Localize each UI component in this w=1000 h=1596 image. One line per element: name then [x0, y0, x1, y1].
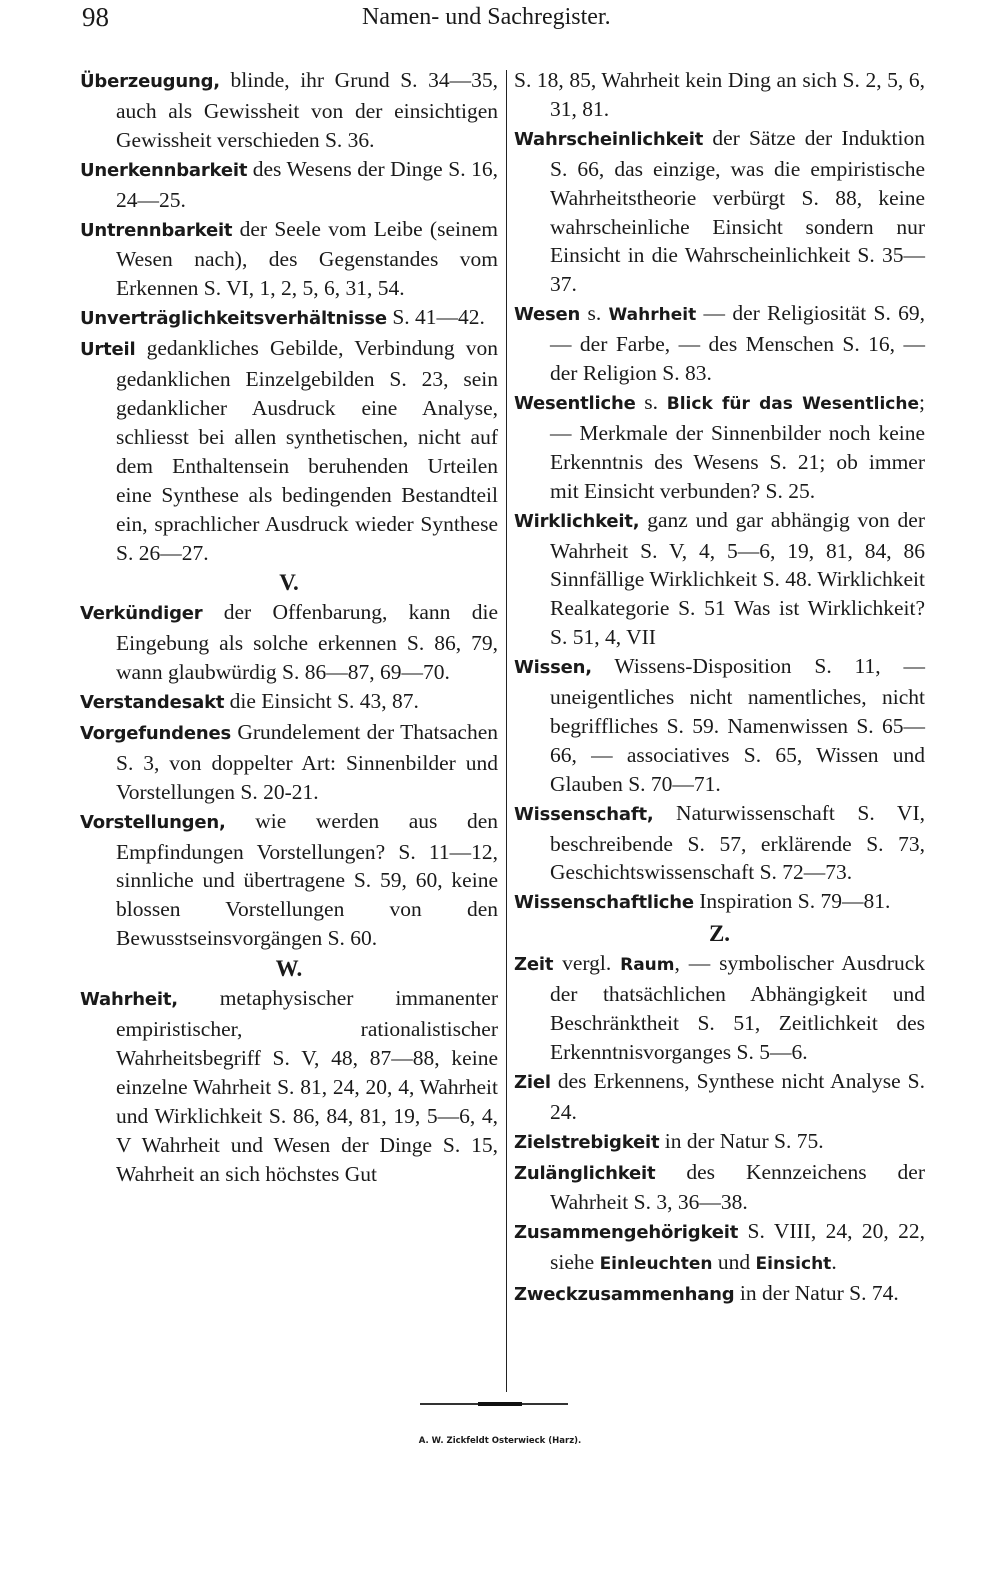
index-entry	[80, 303, 498, 334]
index-entry-text: des Wesens der Dinge S. 16, 24—25.	[116, 156, 498, 212]
index-headword: Wissen,	[514, 657, 592, 679]
index-entry-text: Grundelement der Thatsachen S. 3, von doppelter Art: Sinnenbilder und Vorstellungen S. 20-21.	[116, 719, 498, 804]
index-entry	[514, 124, 925, 299]
section-letter: Z.	[708, 921, 731, 947]
index-headword: Überzeugung,	[80, 71, 220, 92]
index-headword: Zulänglichkeit	[514, 1162, 656, 1184]
index-entry-text: und	[712, 1250, 756, 1275]
index-entry-text: wie werden aus den Empfindungen Vorstellungen? S. 11—12, sinnliche und übertragene S. 59, 60, keine blossen Vorstellungen von den Bewusstseinsvorgängen S. 60.	[116, 808, 498, 951]
index-column-right	[514, 66, 925, 1310]
index-headword: Zweckzusammenhang	[514, 1284, 735, 1306]
index-headword: Wissenschaft,	[514, 803, 654, 825]
index-entry-text: des Erkennens, Synthese nicht Analyse S. 24.	[550, 1068, 925, 1124]
cross-reference: Raum	[620, 955, 675, 976]
index-entry-text: s.	[635, 389, 667, 414]
section-letter: V.	[279, 570, 299, 596]
index-entry-text: in der Natur S. 74.	[734, 1281, 899, 1306]
index-headword: Zeit	[514, 954, 554, 976]
index-entry	[514, 1158, 925, 1218]
index-entry-text: ganz und gar abhängig von der Wahrheit S. V, 4, 5—6, 19, 81, 84, 86 Sinnfällige Wirklichkeit S. 48. Wirklichkeit Realkategorie S. 51 Was ist Wirklichkeit? S. 51, 4, VII	[550, 507, 925, 650]
index-headword: Wissenschaftliche	[514, 892, 694, 914]
index-entry	[80, 807, 498, 954]
index-entry	[80, 215, 498, 304]
index-entry-text: ; — Merkmale der Sinnenbilder noch keine Erkenntnis des Wesens S. 21; ob immer mit Einsicht verbunden? S. 25.	[550, 389, 925, 503]
index-entry-text: Inspiration S. 79—81.	[693, 889, 891, 914]
index-entry	[514, 1217, 925, 1279]
cross-reference: Wahrheit	[608, 305, 697, 326]
index-entry	[514, 652, 925, 799]
index-entry	[514, 1127, 925, 1158]
index-entry-text: in der Natur S. 75.	[659, 1128, 824, 1153]
index-headword: Verkündiger	[80, 603, 203, 625]
index-entry-text: Naturwissenschaft S. VI, beschreibende S. 57, erklärende S. 73, Geschichtswissenschaft S. 72—73.	[550, 800, 925, 885]
running-head: Namen- und Sachregister.	[362, 4, 611, 30]
index-entry	[80, 334, 498, 567]
index-entry	[80, 66, 498, 155]
index-headword: Vorstellungen,	[80, 811, 226, 833]
index-entry	[80, 155, 498, 215]
index-entry	[514, 949, 925, 1067]
index-entry	[80, 598, 498, 687]
cross-reference: Einsicht	[755, 1254, 832, 1275]
cross-reference: Blick für das Wesentliche	[666, 393, 920, 414]
index-entry-text: , — symbolischer Ausdruck der thatsächlichen Abhängigkeit und Beschränktheit S. 51, Zeitlichkeit des Erkenntnisvorganges S. 5—6.	[550, 951, 925, 1064]
index-entry-text: — der Religiosität S. 69, — der Farbe, — des Menschen S. 16, — der Religion S. 83.	[550, 301, 925, 386]
index-entry-text: des Kennzeichens der Wahrheit S. 3, 36—38.	[550, 1159, 925, 1215]
index-entry-text: s.	[580, 301, 609, 326]
index-headword: Wesentliche	[514, 392, 636, 414]
index-headword: Wahrheit,	[80, 989, 178, 1011]
index-headword: Ziel	[514, 1071, 551, 1093]
index-entry-text: der Offenbarung, kann die Eingebung als solche erkennen S. 86, 79, wann glaubwürdig S. 86—87, 69—70.	[116, 600, 498, 685]
index-headword: Unerkennbarkeit	[80, 159, 248, 181]
index-entry-text: metaphysischer immanenter empiristischer, rationalistischer Wahrheitsbegriff S. V, 48, 87—88, keine einzelne Wahrheit S. 81, 24, 20, 4, Wahrheit und Wirklichkeit S. 86, 84, 81, 19, 5—6, 4, V Wahrheit und Wesen der Dinge S. 15, Wahrheit an sich höchstes Gut	[116, 986, 498, 1186]
index-entry-text: blinde, ihr Grund S. 34—35, auch als Gewissheit von der einsichtigen Gewissheit verschieden S. 36.	[116, 68, 498, 152]
index-headword: Unverträglichkeitsverhältnisse	[80, 308, 387, 330]
index-entry-text: gedankliches Gebilde, Verbindung von gedanklichen Einzelgebilden S. 23, sein gedanklicher Ausdruck eine Analyse, schliesst bei allen synthetischen, nicht auf dem Enthaltensein beruhenden Urteilen eine Synthese als bedingenden Bestandteil ein, sprachlicher Ausdruck wieder Synthese S. 26—27.	[116, 336, 498, 565]
cross-reference: Einleuchten	[599, 1254, 713, 1275]
printer-imprint: A. W. Zickfeldt Osterwieck (Harz).	[418, 1436, 582, 1446]
index-entry	[514, 388, 925, 506]
index-headword: Verstandesakt	[80, 692, 225, 714]
index-entry	[514, 1279, 925, 1310]
index-headword: Wirklichkeit,	[514, 510, 640, 532]
index-column-left	[80, 66, 498, 1188]
index-entry-text: die Einsicht S. 43, 87.	[224, 689, 419, 714]
page-number: 98	[82, 2, 109, 32]
column-divider	[506, 70, 507, 1392]
index-headword: Zusammengehörigkeit	[514, 1222, 739, 1244]
index-entry-text: .	[831, 1250, 837, 1275]
index-entry	[80, 984, 498, 1188]
index-headword: Urteil	[80, 339, 136, 361]
index-headword: Zielstrebigkeit	[514, 1131, 660, 1153]
index-entry	[514, 299, 925, 388]
index-entry	[80, 687, 498, 718]
index-entry	[514, 799, 925, 888]
index-entry-text: S. 18, 85, Wahrheit kein Ding an sich S. 2, 5, 6, 31, 81.	[514, 68, 925, 121]
index-entry	[514, 506, 925, 653]
index-headword: Wahrscheinlichkeit	[514, 128, 704, 150]
section-letter: W.	[275, 956, 303, 982]
index-entry-text: der Sätze der Induktion S. 66, das einzige, was die empiristische Wahrheitstheorie verbürgt S. 88, keine wahrscheinliche Einsicht sondern nur Einsicht in die Wahrscheinlichkeit S. 35—37.	[550, 125, 925, 297]
index-entry	[514, 887, 925, 918]
end-rule-ornament	[478, 1402, 522, 1406]
index-entry	[514, 1067, 925, 1127]
index-entry-text: vergl.	[553, 951, 621, 976]
index-entry-text: S. VIII, 24, 20, 22, siehe	[550, 1219, 925, 1275]
index-entry	[80, 718, 498, 807]
index-entry-continuation	[514, 66, 925, 124]
index-entry-text: S. 41—42.	[386, 305, 485, 330]
index-headword: Untrennbarkeit	[80, 219, 233, 241]
index-headword: Vorgefundenes	[80, 722, 231, 744]
index-headword: Wesen	[514, 304, 581, 326]
index-entry-text: Wissens-Disposition S. 11, — uneigentliches nicht namentliches, nicht begriffliches S. 59. Namenwissen S. 65—66, — associatives S. 65, Wissen und Glauben S. 70—71.	[550, 654, 925, 796]
index-entry-text: der Seele vom Leibe (seinem Wesen nach), des Gegenstandes vom Erkennen S. VI, 1, 2, 5, 6, 31, 54.	[116, 216, 498, 301]
